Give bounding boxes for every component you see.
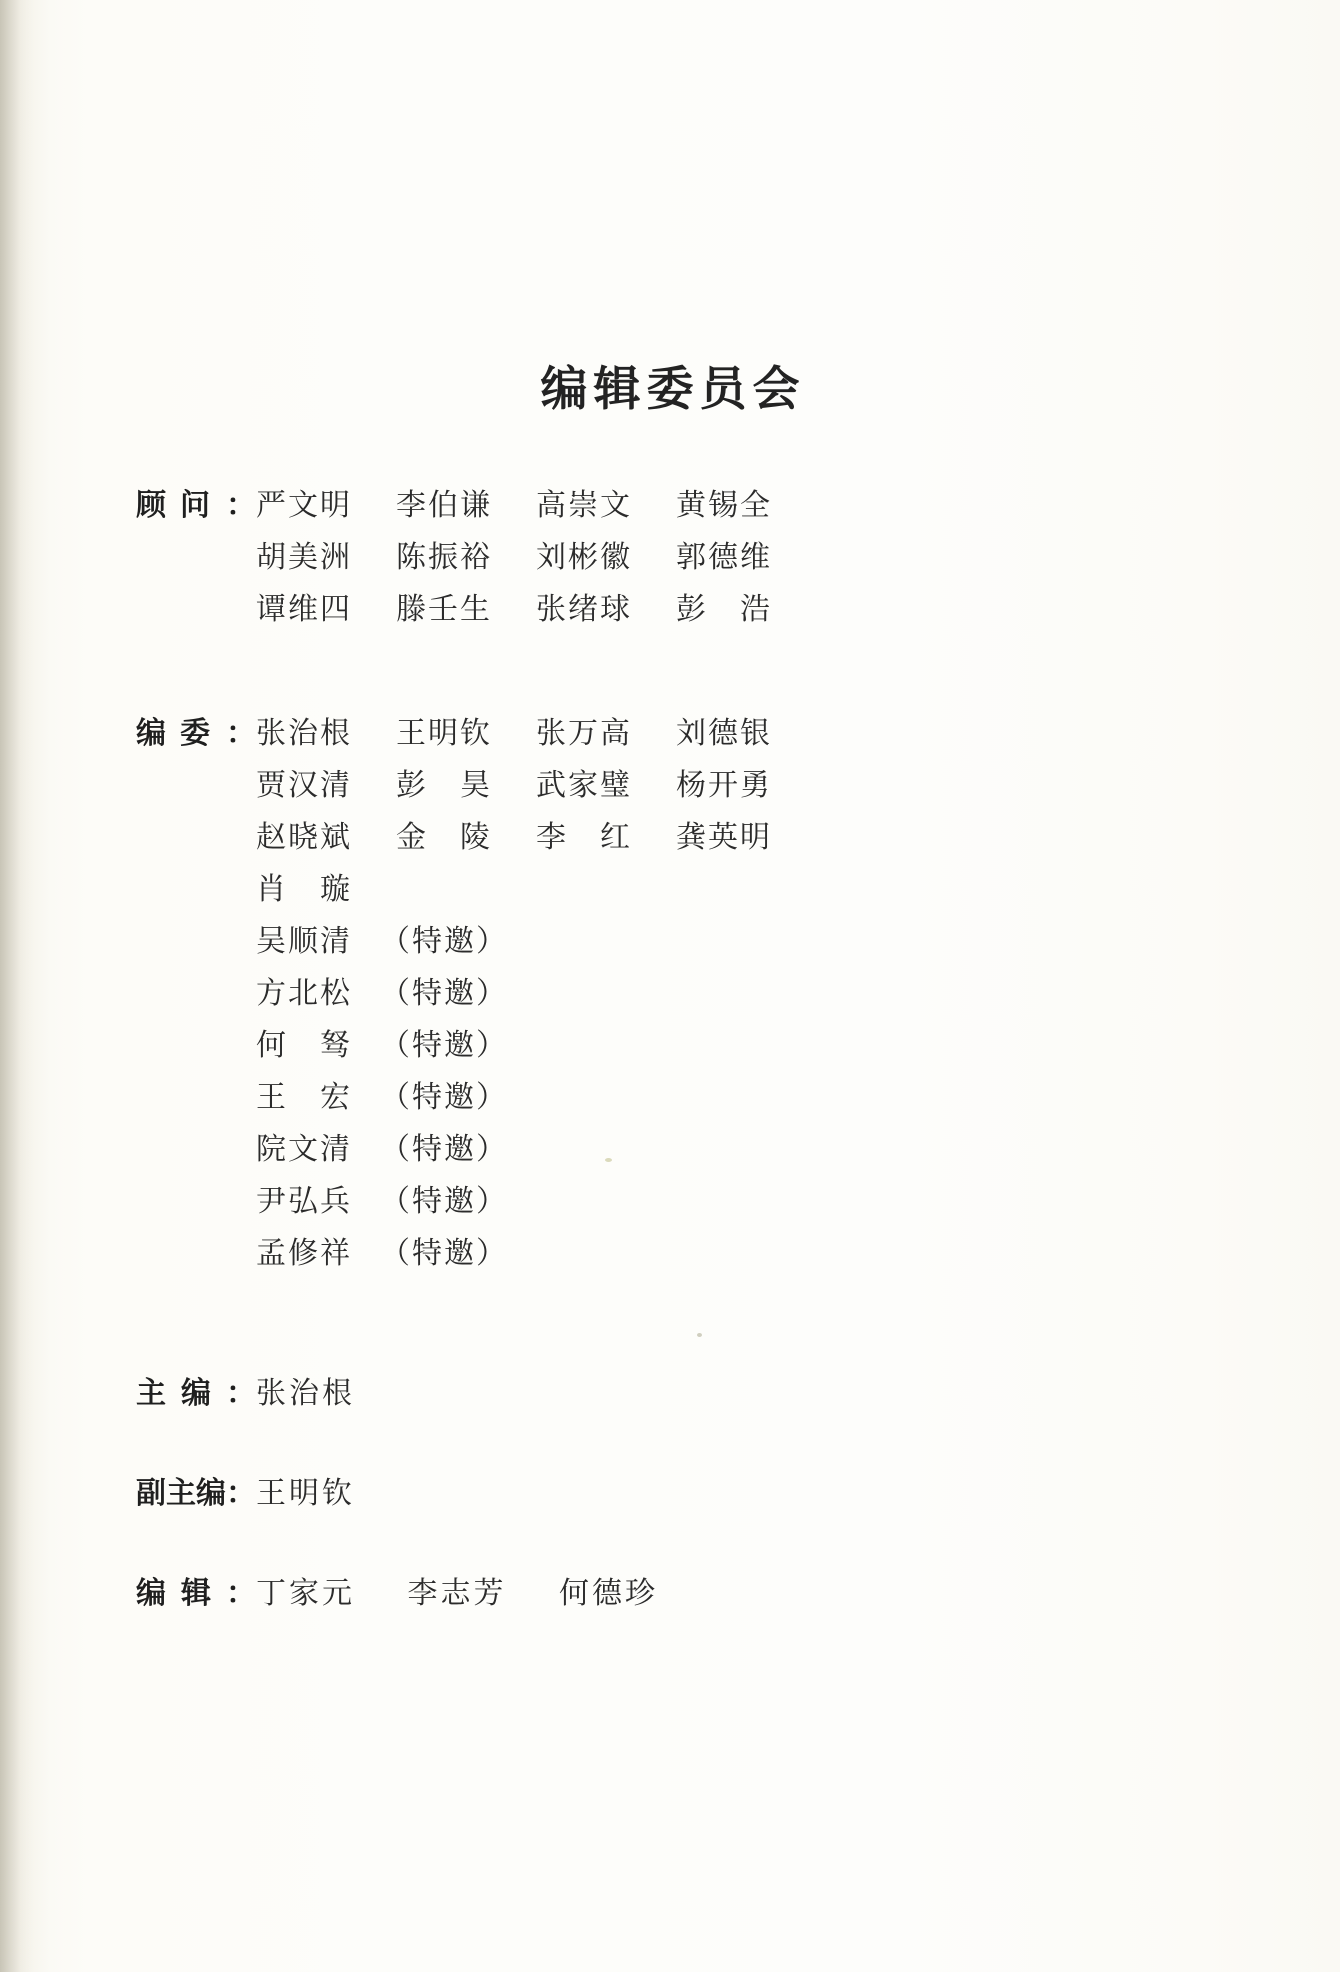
special-member-line: [256, 1020, 1236, 1072]
advisor-name: 李伯谦: [396, 489, 492, 522]
chief-editor-label-colon: ：: [226, 1376, 256, 1411]
editorial-board-names: [256, 708, 1236, 1280]
special-member-note: （特邀）: [380, 1029, 508, 1062]
chief-editor-label: [136, 1368, 256, 1412]
board-member-name: 赵晓斌: [256, 821, 352, 854]
special-member-name: 孟修祥: [256, 1237, 352, 1270]
deputy-chief-editor-label: [136, 1468, 256, 1512]
special-member-note: （特邀）: [380, 1237, 508, 1270]
board-member-name: 贾汉清: [256, 769, 352, 802]
editors-row: [136, 1568, 1236, 1612]
board-member-name: 彭 昊: [396, 769, 492, 802]
special-member-name: 吴顺清: [256, 925, 352, 958]
deputy-chief-editor-row: [136, 1468, 1236, 1512]
advisors-label-colon: ：: [226, 488, 256, 523]
special-member-name: 院文清: [256, 1133, 352, 1166]
special-member-line: [256, 1176, 1236, 1228]
board-member-name: 王明钦: [396, 717, 492, 750]
advisor-name: 高崇文: [536, 489, 632, 522]
deputy-chief-editor-names: [256, 1468, 355, 1512]
board-member-name: 张万高: [536, 717, 632, 750]
special-member-line: [256, 916, 1236, 968]
board-member-name: 刘德银: [676, 717, 772, 750]
advisor-name: 张绪球: [536, 593, 632, 626]
name-line: [256, 708, 1236, 760]
editors-label-char-1: 编: [136, 1576, 166, 1611]
section-editorial-board: [136, 708, 1236, 1284]
advisors-label: [136, 480, 256, 532]
advisor-name: 郭德维: [676, 541, 772, 574]
special-member-note: （特邀）: [380, 1081, 508, 1114]
chief-editor-row: [136, 1368, 1236, 1412]
deputy-chief-editor-label-text: 副主编: [136, 1476, 226, 1511]
chief-editor-names: [256, 1368, 355, 1412]
name-line: [256, 760, 1236, 812]
advisor-name: 彭 浩: [676, 593, 772, 626]
special-member-name: 何 驽: [256, 1029, 352, 1062]
section-advisors: [136, 480, 1236, 640]
deputy-chief-editor-label-colon: ：: [226, 1476, 256, 1511]
name-line: [256, 812, 1236, 864]
advisors-names: [256, 480, 1236, 636]
special-member-name: 方北松: [256, 977, 352, 1010]
advisors-label-char-1: 顾: [136, 488, 166, 523]
advisor-name: 滕壬生: [396, 593, 492, 626]
board-member-name: 杨开勇: [676, 769, 772, 802]
editors-label-colon: ：: [226, 1576, 256, 1611]
special-member-line: [256, 1124, 1236, 1176]
special-member-name: 尹弘兵: [256, 1185, 352, 1218]
advisor-name: 谭维四: [256, 593, 352, 626]
editors-label-char-2: 辑: [181, 1576, 211, 1611]
editor-name: 李志芳: [407, 1577, 507, 1610]
editors-names: [256, 1568, 658, 1612]
chief-editor-label-char-1: 主: [136, 1376, 166, 1411]
editorial-board-label-colon: ：: [226, 716, 256, 751]
chief-editor-name: 张治根: [256, 1377, 355, 1410]
name-line: [256, 532, 1236, 584]
editors-label: [136, 1568, 256, 1612]
section-chief-editor: [136, 1368, 1236, 1412]
advisor-name: 刘彬徽: [536, 541, 632, 574]
board-member-name: 龚英明: [676, 821, 772, 854]
advisor-name: 陈振裕: [396, 541, 492, 574]
board-member-name: 李 红: [536, 821, 632, 854]
page-title: 编辑委员会: [540, 362, 806, 417]
name-line: [256, 584, 1236, 636]
special-member-line: [256, 1072, 1236, 1124]
special-member-name: 王 宏: [256, 1081, 352, 1114]
name-line: [256, 480, 1236, 532]
advisor-name: 胡美洲: [256, 541, 352, 574]
section-deputy-chief-editor: [136, 1468, 1236, 1512]
editorial-board-label-char-2: 委: [180, 716, 210, 751]
special-member-line: [256, 1228, 1236, 1280]
special-member-note: （特邀）: [380, 925, 508, 958]
name-line: [256, 864, 1236, 916]
advisors-label-char-2: 问: [180, 488, 210, 523]
special-member-note: （特邀）: [380, 977, 508, 1010]
editorial-board-row: [136, 708, 1236, 1280]
special-member-note: （特邀）: [380, 1185, 508, 1218]
editorial-board-label-char-1: 编: [136, 716, 166, 751]
section-editors: [136, 1568, 1236, 1612]
editor-name: 何德珍: [559, 1577, 658, 1610]
advisor-name: 严文明: [256, 489, 352, 522]
board-member-name: 张治根: [256, 717, 352, 750]
editor-name: 丁家元: [256, 1577, 355, 1610]
special-member-note: （特邀）: [380, 1133, 508, 1166]
board-member-name: 金 陵: [396, 821, 492, 854]
advisors-row: [136, 480, 1236, 636]
board-member-name: 肖 璇: [256, 873, 352, 906]
special-member-line: [256, 968, 1236, 1020]
advisor-name: 黄锡全: [676, 489, 772, 522]
chief-editor-label-char-2: 编: [181, 1376, 211, 1411]
board-member-name: 武家璧: [536, 769, 632, 802]
deputy-chief-editor-name: 王明钦: [256, 1477, 355, 1510]
editorial-board-label: [136, 708, 256, 760]
